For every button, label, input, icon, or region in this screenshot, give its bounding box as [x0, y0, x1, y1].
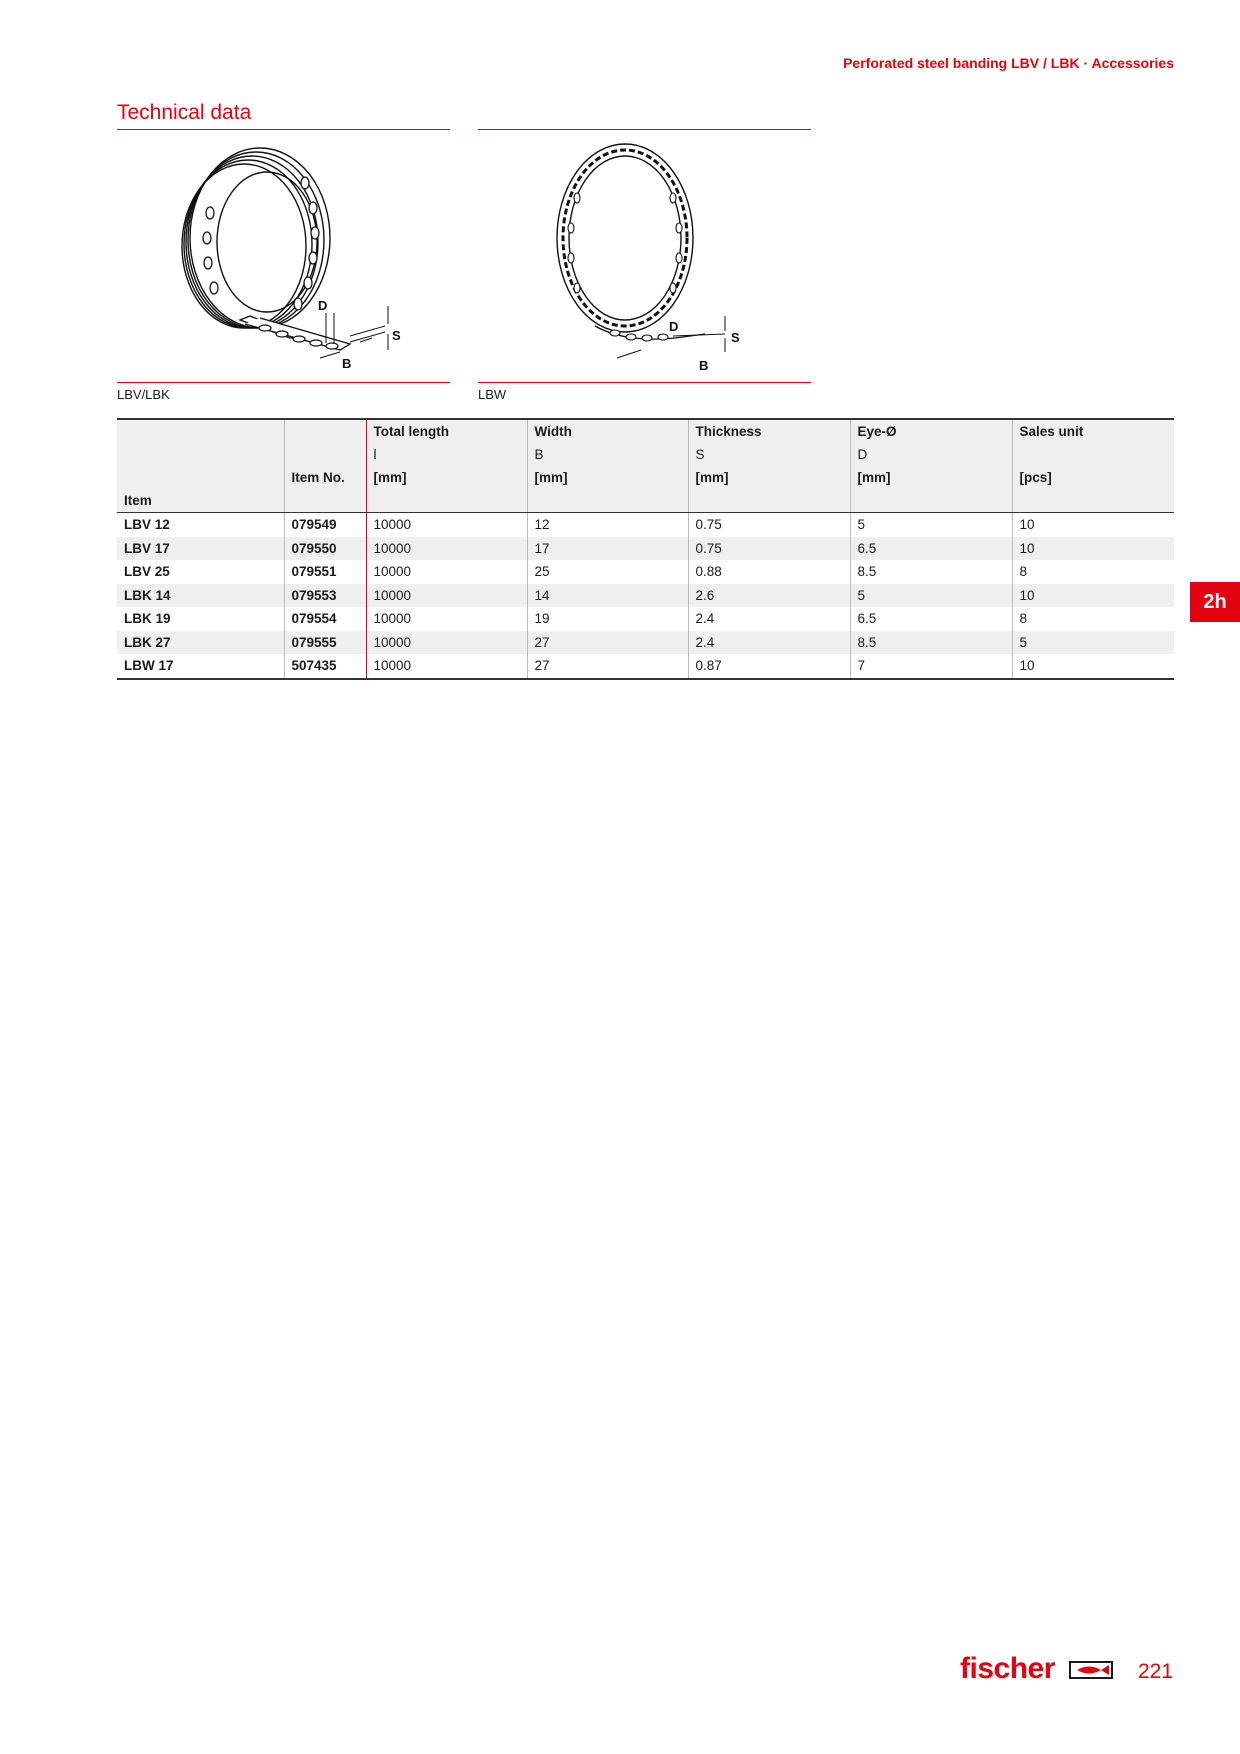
table-cell: 10000: [366, 513, 527, 537]
table-row: [117, 513, 1174, 537]
table-cell: LBV 17: [117, 537, 284, 561]
table-header-cell: Item: [117, 489, 284, 513]
table-header-row: [117, 466, 1174, 489]
table-cell: 8: [1012, 560, 1174, 584]
table-cell: 10000: [366, 607, 527, 631]
table-header-cell: Eye-Ø: [850, 419, 1012, 443]
table-cell: 0.75: [688, 537, 850, 561]
table-header-cell: [1012, 489, 1174, 513]
table-row: [117, 537, 1174, 561]
lbw-band-illustration: [525, 138, 765, 378]
table-header-cell: B: [527, 443, 688, 466]
table-cell: 079553: [284, 584, 366, 608]
lbv-lbk-coil-illustration: [150, 138, 410, 378]
table-cell: 10: [1012, 584, 1174, 608]
table-cell: 079555: [284, 631, 366, 655]
table-cell: 2.4: [688, 607, 850, 631]
table-cell: 10: [1012, 513, 1174, 537]
table-cell: 5: [850, 584, 1012, 608]
fig2-bottom-rule: [478, 382, 811, 383]
table-cell: LBV 25: [124, 564, 170, 579]
table-cell: 6.5: [850, 537, 1012, 561]
table-row: [117, 607, 1174, 631]
fig1-label-s: S: [392, 328, 401, 343]
fig2-caption: LBW: [478, 387, 507, 402]
table-cell: 5: [850, 513, 1012, 537]
table-cell: 8.5: [850, 631, 1012, 655]
table-header-cell: l: [366, 443, 527, 466]
table-cell: 10000: [366, 560, 527, 584]
table-cell: 19: [527, 607, 688, 631]
table-header-cell: Item No.: [284, 466, 366, 489]
section-title: Technical data: [117, 101, 252, 124]
table-cell: 8.5: [850, 560, 1012, 584]
table-header-cell: [mm]: [688, 466, 850, 489]
table-cell: 17: [527, 537, 688, 561]
table-header-cell: [527, 489, 688, 513]
table-cell: 10000: [366, 654, 527, 679]
table-header-cell: [117, 419, 284, 443]
table-header-cell: Width: [527, 419, 688, 443]
table-header-cell: [pcs]: [1012, 466, 1174, 489]
table-cell: 5: [1012, 631, 1174, 655]
chapter-tab: 2h: [1190, 582, 1240, 622]
table-header-row: [117, 419, 1174, 443]
table-cell: 0.88: [688, 560, 850, 584]
table-header-cell: Total length: [366, 419, 527, 443]
table-row: [117, 560, 1174, 584]
title-rule-left: [117, 129, 450, 130]
table-header-cell: [117, 466, 284, 489]
table-cell: LBK 14: [117, 584, 284, 608]
table-cell: LBV 12: [124, 517, 170, 532]
table-header-cell: [117, 443, 284, 466]
table-cell: 27: [527, 631, 688, 655]
table-cell: 079554: [284, 607, 366, 631]
table-header-row: [117, 443, 1174, 466]
table-cell: LBK 19: [124, 611, 171, 626]
table-cell: LBW 17: [117, 654, 284, 679]
brand-logo: fischer: [960, 1652, 1055, 1685]
table-cell: 6.5: [850, 607, 1012, 631]
running-header: Perforated steel banding LBV / LBK · Accessories: [843, 55, 1174, 71]
table-header-cell: [366, 489, 527, 513]
page-number: 221: [1138, 1660, 1174, 1683]
table-header-cell: [mm]: [366, 466, 527, 489]
table-header-cell: [688, 489, 850, 513]
technical-data-table: [117, 418, 1174, 680]
title-rule-right: [478, 129, 811, 130]
table-row: [117, 631, 1174, 655]
table-header-cell: [284, 489, 366, 513]
table-cell: 27: [527, 654, 688, 679]
table-header-cell: [850, 489, 1012, 513]
table-row: [117, 584, 1174, 608]
fig1-caption: LBV/LBK: [117, 387, 170, 402]
table-cell: 2.6: [688, 584, 850, 608]
table-cell: 079551: [284, 560, 366, 584]
table-header-cell: Sales unit: [1012, 419, 1174, 443]
fig1-label-b: B: [342, 356, 352, 371]
table-header-cell: [284, 419, 366, 443]
table-header-cell: Thickness: [688, 419, 850, 443]
fig2-label-b: B: [699, 358, 709, 373]
table-header-cell: [mm]: [527, 466, 688, 489]
table-cell: 8: [1012, 607, 1174, 631]
table-header-cell: D: [850, 443, 1012, 466]
table-cell: 079549: [284, 513, 366, 537]
table-header-row: [117, 489, 1174, 513]
table-header-cell: [284, 443, 366, 466]
fig2-label-s: S: [731, 330, 740, 345]
fig1-bottom-rule: [117, 382, 450, 383]
table-row: [117, 654, 1174, 679]
table-cell: 14: [527, 584, 688, 608]
table-cell: 7: [850, 654, 1012, 679]
table-header-cell: S: [688, 443, 850, 466]
table-cell: 079550: [284, 537, 366, 561]
table-cell: 10000: [366, 631, 527, 655]
table-cell: 10: [1012, 654, 1174, 679]
table-cell: 10000: [366, 537, 527, 561]
table-cell: 0.87: [688, 654, 850, 679]
table-cell: 10000: [366, 584, 527, 608]
table-header-cell: [mm]: [850, 466, 1012, 489]
table-cell: 12: [527, 513, 688, 537]
table-cell: 25: [527, 560, 688, 584]
table-cell: 10: [1012, 537, 1174, 561]
fig1-label-d: D: [318, 298, 328, 313]
table-cell: 507435: [284, 654, 366, 679]
table-cell: 0.75: [688, 513, 850, 537]
table-header-cell: [1012, 443, 1174, 466]
table-cell: LBK 27: [117, 631, 284, 655]
fish-logo-icon: [1069, 1661, 1113, 1679]
fig2-label-d: D: [669, 319, 679, 334]
table-cell: 2.4: [688, 631, 850, 655]
